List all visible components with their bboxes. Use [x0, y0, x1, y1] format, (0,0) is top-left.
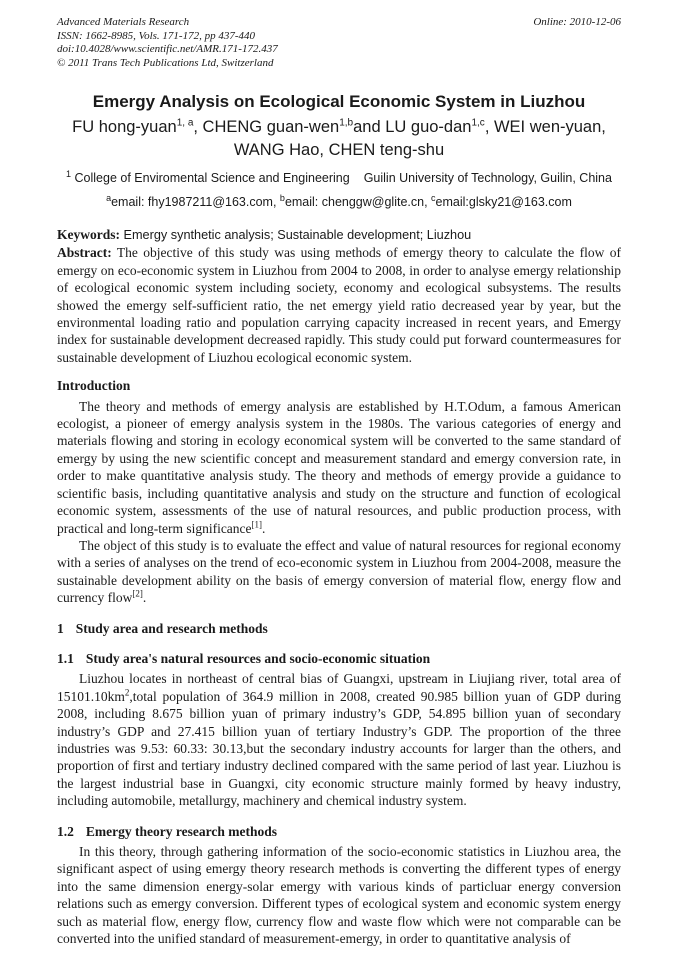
section-number: 1 — [57, 620, 64, 636]
paragraph-text: . — [142, 590, 147, 606]
section-number: 1.2 — [57, 823, 74, 839]
emails-line — [57, 192, 621, 209]
author-name: and LU guo-dan — [353, 118, 472, 136]
keywords-label: Keywords: — [57, 227, 120, 242]
abstract-paragraph — [57, 244, 621, 366]
authors-line-2: WANG Hao, CHEN teng-shu — [233, 141, 445, 159]
affiliation-mark: 1 — [66, 168, 72, 179]
section-1-1-paragraph — [57, 670, 621, 809]
abstract-label: Abstract: — [57, 245, 112, 261]
section-1-1-heading — [57, 650, 621, 667]
affiliation-line — [57, 168, 621, 185]
section-title: Study area and research methods — [75, 620, 268, 636]
paragraph-text: The theory and methods of emergy analysis are established by H.T.Odum, a famous American ecologist, a pioneer of emergy analysis system in the 1980s. The various categories of energy and materials flowing and storing in ecology economical system will be converted to the same standard of emergy by using the new scientific concept and measurement standard and emergy conversion rate, in order to make quantitative analysis study. The theory and methods of emergy provide a guidance to scientific basis, including quantitative analysis and study on the structure and function of ecological economic system, assessments of the use of natural resources, and public production process, with practical and long-term significance — [57, 398, 621, 536]
paper-body — [57, 226, 621, 947]
section-1-2-heading — [57, 823, 621, 840]
keywords-text: Emergy synthetic analysis; Sustainable development; Liuzhou — [120, 228, 472, 242]
paper-title: Emergy Analysis on Ecological Economic System in Liuzhou — [92, 92, 586, 111]
copyright-line: © 2011 Trans Tech Publications Ltd, Switzerland — [57, 56, 274, 69]
reference-mark-1: [1] — [251, 519, 263, 529]
online-date: Online: 2010-12-06 — [533, 16, 621, 28]
paragraph-text: . — [262, 520, 266, 536]
journal-name: Advanced Materials Research — [57, 16, 190, 28]
author-affil-mark: 1,c — [471, 117, 485, 129]
email-b: email: chenggw@glite.cn, — [284, 195, 432, 209]
affiliation-university: Guilin University of Technology, Guilin, China — [363, 171, 612, 185]
issn-line: ISSN: 1662-8985, Vols. 171-172, pp 437-440 — [57, 29, 255, 42]
paragraph-text: The object of this study is to evaluate the effect and value of natural resources for regional economy with a series of analyses on the trend of eco-economic system in Liuzhou from 2004-2008, measure the sustainable development ability on the basis of emergy conversion of material flow, energy flow and currency flow — [57, 537, 621, 606]
introduction-paragraph-2 — [57, 537, 621, 607]
section-1-heading — [57, 620, 621, 637]
paragraph-text: ,total population of 364.9 million in 2008, created 90.985 billion yuan of GDP during 2008, including 8.675 billion yuan of primary industry’s GDP, 54.895 billion yuan of secondary industry’s GDP and 27.415 billion yuan of tertiary Industry’s GDP. The proportion of the three industries was 9.53: 60.33: 30.13,but the secondary industry accounts for larger than the others, and proportion of first and tertiary industry declined compared with the same period of last year. Liuzhou is the largest industrial base in Guangxi, city economic structure mainly formed by heavy industry, including automobile, metallurgy, machinery and chemical industry system. — [57, 688, 621, 809]
paragraph-text: Liuzhou locates in northeast of central bias of Guangxi, upstream in Liujiang river, total area of 15101.10km — [57, 671, 621, 704]
keywords-line — [57, 226, 621, 244]
email-a: email: fhy1987211@163.com, — [111, 195, 280, 209]
introduction-heading: Introduction — [57, 378, 131, 394]
author-affil-mark: 1,b — [339, 117, 354, 129]
reference-mark-2: [2] — [132, 588, 143, 599]
section-title: Study area's natural resources and socio-economic situation — [85, 650, 431, 666]
journal-info-block — [57, 16, 278, 70]
email-mark-a: a — [106, 192, 112, 203]
author-name: , WEI wen-yuan, — [484, 118, 606, 136]
email-mark-c: c — [431, 192, 436, 203]
abstract-text: The objective of this study was using methods of emergy theory to calculate the flow of emergy on eco-economic system in Liuzhou from 2004 to 2008, in order to analyse emergy relationship of ecological economic system including society, economy and ecological subsystems. The results showed the emergy self-sufficient ratio, the net emergy yield ratio decreased year by year, but the environmental loading ratio and population carrying capacity increased in recent years, and Emergy index for sustainable development decreased rapidly. This study could put forward countermeasures for sustainable development of Liuzhou ecological economic system. — [57, 245, 621, 365]
affiliation-college: College of Enviromental Science and Engineering — [74, 171, 350, 185]
doi-line: doi:10.4028/www.scientific.net/AMR.171-172.437 — [57, 43, 278, 55]
author-name: , CHENG guan-wen — [193, 118, 340, 136]
email-mark-b: b — [279, 192, 285, 203]
section-title: Emergy theory research methods — [85, 823, 277, 839]
introduction-paragraph-1 — [57, 398, 621, 537]
authors-block — [57, 116, 621, 162]
author-name: FU hong-yuan — [72, 118, 177, 136]
section-number: 1.1 — [57, 650, 74, 666]
author-affil-mark: 1, a — [176, 117, 194, 129]
squared-superscript: 2 — [124, 687, 130, 698]
authors-line-1 — [57, 116, 621, 139]
journal-header — [57, 16, 621, 70]
email-c: email:glsky21@163.com — [435, 195, 572, 209]
section-1-2-paragraph: In this theory, through gathering information of the socio-economic statistics in Liuzhou area, the significant aspect of using emergy theory research methods is converting the different types of energy into the same dimension energy-solar emergy with various kinds of particluar energy conversion relations such as emergy conversion. Different types of ecological system and economic system energy such as material flow, energy flow, currency flow and waste flow which were not comparable can be converted into the unified standard of measurement-emergy, in order to quantitative analysis of — [57, 844, 621, 947]
